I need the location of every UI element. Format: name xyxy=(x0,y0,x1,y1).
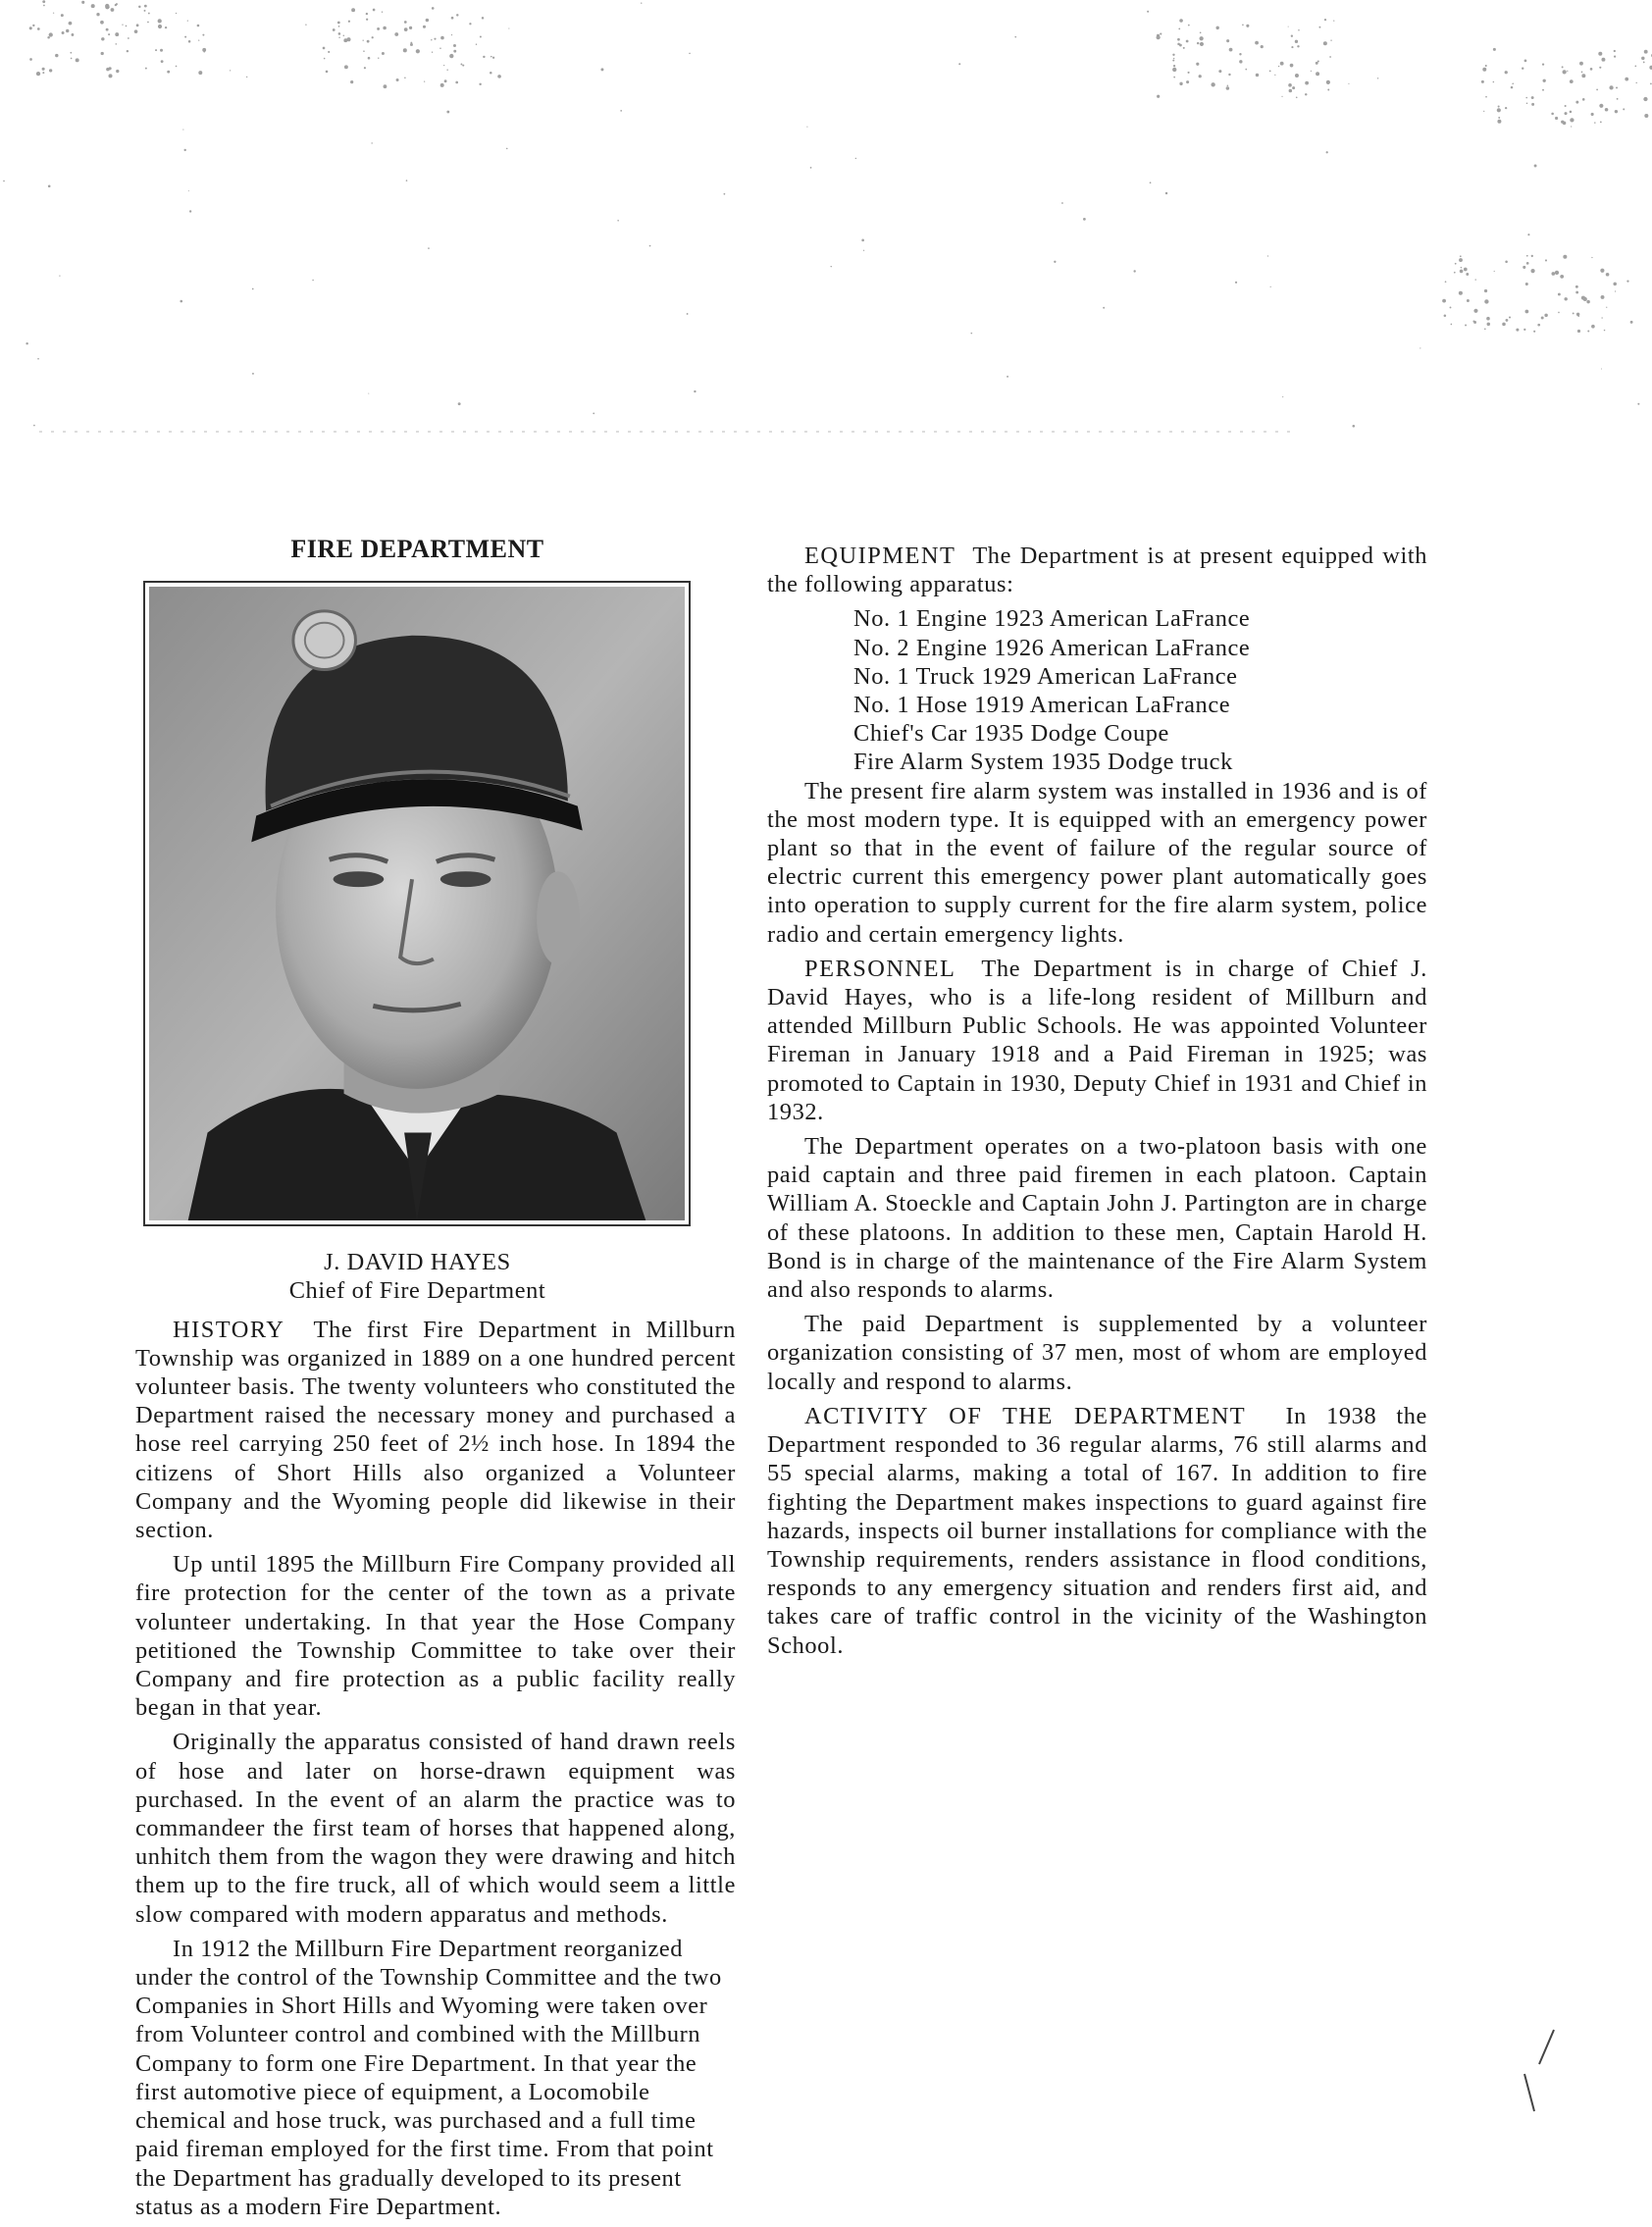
caption-title: Chief of Fire Department xyxy=(288,1277,546,1305)
equipment-item: No. 2 Engine 1926 American LaFrance xyxy=(853,634,1251,661)
portrait-image xyxy=(149,587,685,1220)
history-text-1: The first Fire Department in Millburn Township was organized in 1889 on a one hundred percent volunteer basis. The twenty volunteers who constituted the Department raised the necessary money and purchased a hose reel carrying 250 feet of 2½ inch hose. In 1894 the citizens of Short Hills also organized a Volunteer Company and the Wyoming people did likewise in their section. xyxy=(135,1316,736,1544)
equipment-item: No. 1 Hose 1919 American LaFrance xyxy=(853,692,1231,719)
history-paragraph-1 xyxy=(135,1316,736,1545)
history-section xyxy=(135,1316,736,2221)
portrait-caption xyxy=(135,1248,699,1305)
activity-text: In 1938 the Department responded to 36 regular alarms, 76 still alarms and 55 special alarms, making a total of 167. In addition to fire fighting the Department makes inspections to guard against fire hazards, inspects oil burner installations for compliance with the Township requirements, renders assistance in flood conditions, responds to any emergency situation and renders first aid, and takes care of traffic control in the vicinity of the Washington School. xyxy=(767,1402,1427,1659)
chief-portrait xyxy=(143,581,691,1226)
equipment-item: No. 1 Engine 1923 American LaFrance xyxy=(853,605,1251,633)
personnel-paragraph-1 xyxy=(767,955,1427,1126)
equipment-item: No. 1 Truck 1929 American LaFrance xyxy=(853,662,1238,690)
personnel-paragraph-2: The Department operates on a two-platoon basis with one paid captain and three paid firemen in each platoon. Captain William A. Stoeckle and Captain John J. Partington are in charge of these platoons. In addition to these men, Captain Harold H. Bond is in charge of the maintenance of the Fire Alarm System and also responds to alarms. xyxy=(767,1133,1427,1304)
activity-paragraph xyxy=(767,1402,1427,1660)
equipment-lead: EQUIPMENT xyxy=(804,543,956,569)
fire-alarm-paragraph: The present fire alarm system was installed in 1936 and is of the most modern type. It is equipped with an emergency power plant so that in the event of failure of the regular source of electric current this emergency power plant automatically goes into operation to supply current for the fire alarm system, police radio and certain emergency lights. xyxy=(767,777,1427,948)
equipment-item: Fire Alarm System 1935 Dodge truck xyxy=(853,749,1233,776)
history-paragraph-2: Up until 1895 the Millburn Fire Company provided all fire protection for the center of the town as a private volunteer undertaking. In that year the Hose Company petitioned the Township Committee to take over their Company and fire protection as a public facility really began in that year. xyxy=(135,1551,736,1722)
personnel-paragraph-3: The paid Department is supplemented by a volunteer organization consisting of 37 men, most of whom are employed locally and respond to alarms. xyxy=(767,1311,1427,1395)
equipment-intro: The Department is at present equipped with the following apparatus: xyxy=(767,543,1427,598)
personnel-lead: PERSONNEL xyxy=(804,955,956,982)
caption-name: J. DAVID HAYES xyxy=(324,1249,511,1276)
history-paragraph-4: In 1912 the Millburn Fire Department reorganized under the control of the Township Committee and the two Companies in Short Hills and Wyoming were taken over from Volunteer control and combined with the Millburn Company to form one Fire Department. In that year the first automotive piece of equipment, a Locomobile chemical and hose truck, was purchased and a full time paid fireman employed for the first time. From that point the Department has gradually developed to its present status as a modern Fire Department. xyxy=(135,1935,722,2220)
left-column xyxy=(135,535,736,2227)
activity-lead: ACTIVITY OF THE DEPARTMENT xyxy=(804,1402,1247,1429)
scan-noise xyxy=(0,0,1652,451)
right-column xyxy=(767,542,1427,1666)
history-paragraph-3: Originally the apparatus consisted of hand drawn reels of hose and later on horse-drawn equipment was purchased. In the event of an alarm the practice was to commandeer the first team of horses that happened along, unhitch them from the wagon they were drawing and hitch them up to the fire truck, all of which would seem a little slow compared with modern apparatus and methods. xyxy=(135,1729,736,1928)
equipment-item: Chief's Car 1935 Dodge Coupe xyxy=(853,720,1169,748)
history-lead: HISTORY xyxy=(173,1316,285,1343)
page-title: FIRE DEPARTMENT xyxy=(290,535,544,563)
scan-mark xyxy=(1505,2025,1564,2113)
personnel-text-1: The Department is in charge of Chief J. David Hayes, who is a life-long resident of Millburn and attended Millburn Public Schools. He was appointed Volunteer Fireman in January 1918 and a Paid Fireman in 1925; was promoted to Captain in 1930, Deputy Chief in 1931 and Chief in 1932. xyxy=(767,955,1427,1125)
equipment-paragraph xyxy=(767,542,1427,598)
equipment-list xyxy=(853,604,1427,776)
